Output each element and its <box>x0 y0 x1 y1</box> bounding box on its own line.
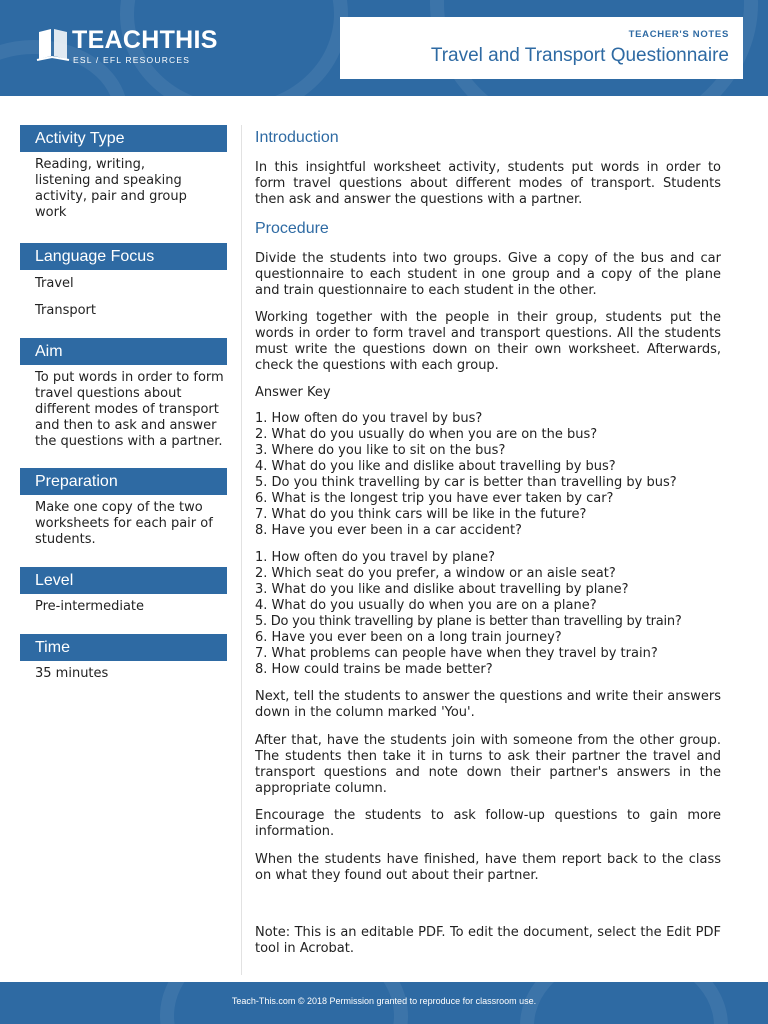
page-header <box>0 0 768 96</box>
procedure-paragraph: Next, tell the students to answer the questions and write their answers down in the column marked 'You'. <box>255 689 721 720</box>
aim-heading: Aim <box>20 338 227 365</box>
main-content <box>255 128 721 957</box>
introduction-heading: Introduction <box>255 129 339 146</box>
list-item: 4. What do you like and dislike about travelling by bus? <box>255 459 616 474</box>
list-item: 6. What is the longest trip you have ever taken by car? <box>255 491 614 506</box>
footer-copyright: Teach-This.com © 2018 Permission granted to reproduce for classroom use. <box>231 996 537 1006</box>
list-item: 2. Which seat do you prefer, a window or an aisle seat? <box>255 566 616 581</box>
preparation-heading: Preparation <box>20 468 227 495</box>
page-title: Travel and Transport Questionnaire <box>430 45 729 66</box>
aim-text: To put words in order to form travel questions about different modes of transport and then to ask and answer the questions with a partner. <box>35 370 224 449</box>
list-item: 3. What do you like and dislike about travelling by plane? <box>255 582 629 597</box>
title-box <box>340 17 743 79</box>
language-focus-item: Travel <box>35 276 74 291</box>
list-item: 7. What do you think cars will be like in the future? <box>255 507 587 522</box>
list-item: 7. What problems can people have when they travel by train? <box>255 646 658 661</box>
level-heading: Level <box>20 567 227 594</box>
list-item: 1. How often do you travel by bus? <box>255 411 483 426</box>
list-item: 3. Where do you like to sit on the bus? <box>255 443 506 458</box>
teachthis-logo[interactable] <box>34 24 218 70</box>
editable-pdf-note: Note: This is an editable PDF. To edit the document, select the Edit PDF tool in Acrobat. <box>255 925 721 956</box>
procedure-paragraph: When the students have finished, have them report back to the class on what they found out about their partner. <box>255 852 721 883</box>
language-focus-item: Transport <box>35 303 97 318</box>
column-divider <box>241 125 242 975</box>
teachers-notes-label: TEACHER'S NOTES <box>628 29 729 40</box>
procedure-paragraph: After that, have the students join with someone from the other group. The students then take it in turns to ask their partner the travel and transport questions and note down their partner's answers in the appropriate column. <box>255 733 721 796</box>
sidebar <box>20 125 227 682</box>
answer-key-label: Answer Key <box>255 385 331 400</box>
page-footer <box>0 982 768 1024</box>
list-item: 8. How could trains be made better? <box>255 662 493 677</box>
procedure-paragraph: Working together with the people in their group, students put the words in order to form travel and transport questions. All the students must write the questions down on their own worksheet. Afterwards, check the questions with each group. <box>255 310 721 373</box>
list-item: 8. Have you ever been in a car accident? <box>255 523 522 538</box>
list-item: 5. Do you think travelling by car is better than travelling by bus? <box>255 475 677 490</box>
activity-type-heading: Activity Type <box>20 125 227 152</box>
time-heading: Time <box>20 634 227 661</box>
answer-list-plane-train <box>255 550 721 678</box>
answer-list-bus-car <box>255 411 721 539</box>
level-text: Pre-intermediate <box>35 599 145 614</box>
time-text: 35 minutes <box>35 666 109 681</box>
language-focus-heading: Language Focus <box>20 243 227 270</box>
logo-subtitle: ESL / EFL RESOURCES <box>73 55 191 65</box>
logo-wordmark: TEACHTHIS <box>72 26 218 54</box>
activity-type-text: Reading, writing, listening and speaking activity, pair and group work <box>35 157 187 220</box>
procedure-heading: Procedure <box>255 220 329 237</box>
procedure-paragraph: Divide the students into two groups. Give a copy of the bus and car questionnaire to each student in one group and a copy of the plane and train questionnaire to each student in the other. <box>255 251 721 298</box>
list-item: 5. Do you think travelling by plane is better than travelling by train? <box>255 614 682 629</box>
list-item: 2. What do you usually do when you are on the bus? <box>255 427 598 442</box>
list-item: 1. How often do you travel by plane? <box>255 550 496 565</box>
introduction-text: In this insightful worksheet activity, students put words in order to form travel questions about different modes of transport. Students then ask and answer the questions with a partner. <box>255 160 721 207</box>
procedure-paragraph: Encourage the students to ask follow-up questions to gain more information. <box>255 808 721 839</box>
open-book-icon <box>36 26 70 62</box>
list-item: 6. Have you ever been on a long train journey? <box>255 630 562 645</box>
list-item: 4. What do you usually do when you are on a plane? <box>255 598 597 613</box>
preparation-text: Make one copy of the two worksheets for each pair of students. <box>35 500 213 547</box>
